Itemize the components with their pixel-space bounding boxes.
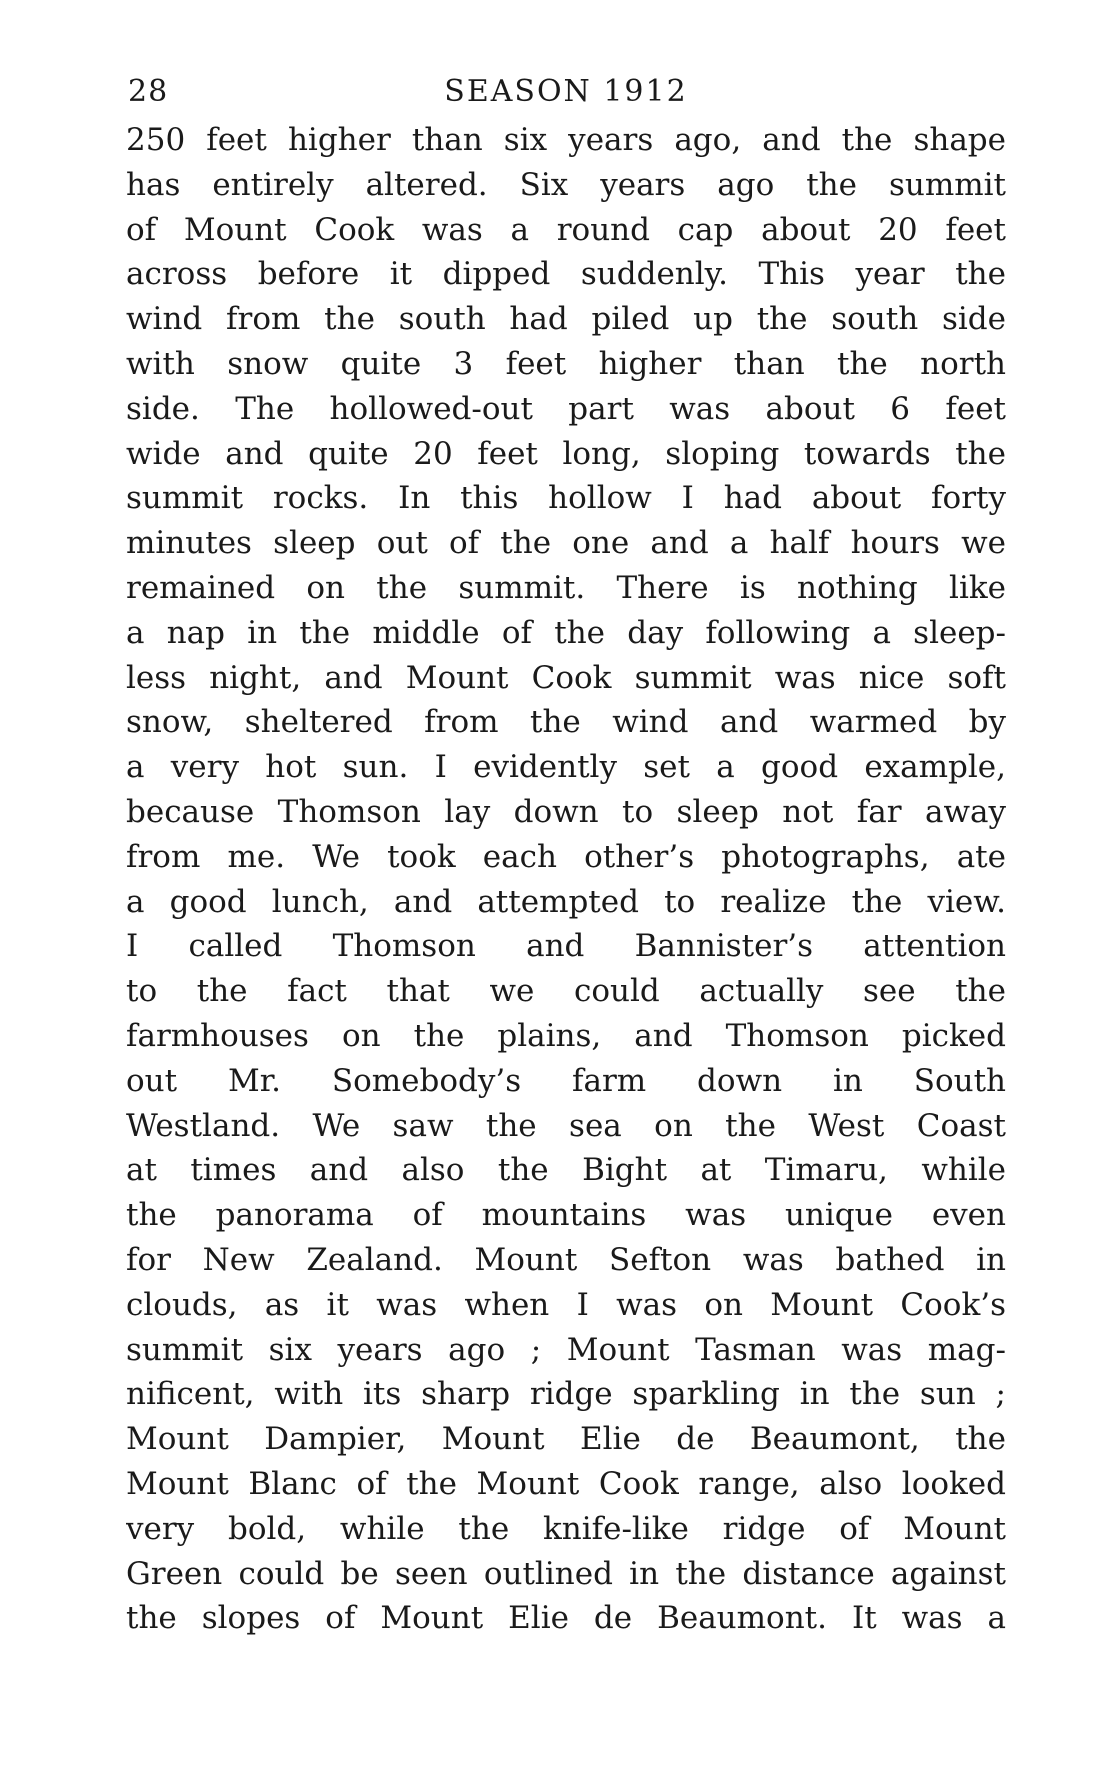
text-line: less night, and Mount Cook summit was nice soft <box>126 659 1006 696</box>
text-line: I called Thomson and Bannister’s attention <box>126 928 1006 965</box>
text-line: Mount Blanc of the Mount Cook range, also looked <box>126 1465 1006 1502</box>
text-line: Green could be seen outlined in the distance against <box>126 1555 1006 1592</box>
text-line: the slopes of Mount Elie de Beaumont. It was a <box>126 1600 1006 1637</box>
text-line: wind from the south had piled up the south side <box>126 301 1006 338</box>
text-line: very bold, while the knife-like ridge of Mount <box>126 1510 1006 1547</box>
text-line: the panorama of mountains was unique even <box>126 1197 1006 1234</box>
text-line: summit rocks. In this hollow I had about forty <box>126 480 1006 517</box>
text-line: a nap in the middle of the day following a sleep- <box>126 614 1006 651</box>
text-line: because Thomson lay down to sleep not far away <box>126 793 1006 830</box>
text-line: minutes sleep out of the one and a half hours we <box>126 525 1006 562</box>
text-line: from me. We took each other’s photographs, ate <box>126 838 1006 875</box>
text-line: Westland. We saw the sea on the West Coast <box>126 1107 1006 1144</box>
text-line: side. The hollowed-out part was about 6 feet <box>126 390 1006 427</box>
text-line: across before it dipped suddenly. This year the <box>126 256 1006 293</box>
text-line: has entirely altered. Six years ago the summit <box>126 166 1006 203</box>
text-line: out Mr. Somebody’s farm down in South <box>126 1062 1006 1099</box>
text-line: summit six years ago ; Mount Tasman was mag- <box>126 1331 1006 1368</box>
text-line: at times and also the Bight at Timaru, while <box>126 1152 1006 1189</box>
text-line: 250 feet higher than six years ago, and the shape <box>126 122 1006 158</box>
text-line: for New Zealand. Mount Sefton was bathed in <box>126 1241 1006 1278</box>
page-number: 28 <box>128 74 169 109</box>
body-text <box>126 118 1006 1641</box>
running-title: SEASON 1912 <box>444 74 688 109</box>
text-line: remained on the summit. There is nothing like <box>126 569 1006 606</box>
text-line: snow, sheltered from the wind and warmed by <box>126 704 1006 741</box>
text-line: nificent, with its sharp ridge sparkling in the sun ; <box>126 1376 1006 1413</box>
text-line: with snow quite 3 feet higher than the north <box>126 345 1006 382</box>
text-line: Mount Dampier, Mount Elie de Beaumont, the <box>126 1421 1006 1458</box>
text-line: to the fact that we could actually see the <box>126 973 1006 1010</box>
running-head <box>126 74 1006 118</box>
book-page <box>126 74 1006 1674</box>
text-line: a very hot sun. I evidently set a good example, <box>126 749 1006 786</box>
text-line: clouds, as it was when I was on Mount Cook’s <box>126 1286 1006 1323</box>
text-line: a good lunch, and attempted to realize the view. <box>126 883 1006 920</box>
text-line: wide and quite 20 feet long, sloping towards the <box>126 435 1006 472</box>
text-line: farmhouses on the plains, and Thomson picked <box>126 1017 1006 1054</box>
text-line: of Mount Cook was a round cap about 20 feet <box>126 211 1006 248</box>
